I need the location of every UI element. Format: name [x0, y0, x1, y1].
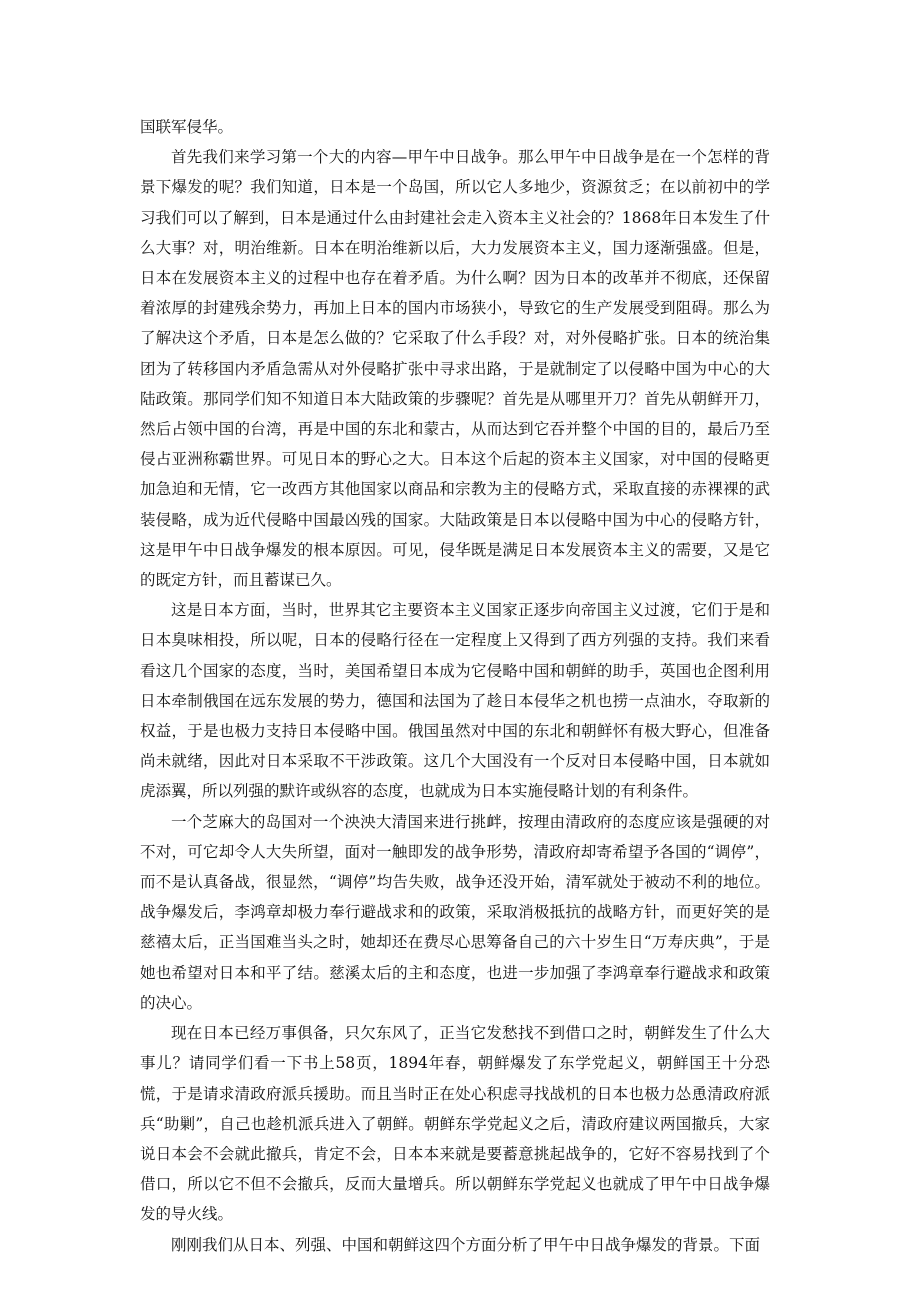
paragraph-summary: 刚刚我们从日本、列强、中国和朝鲜这四个方面分析了甲午中日战争爆发的背景。下面	[171, 1235, 761, 1254]
paragraph-western-powers: 这是日本方面，当时，世界其它主要资本主义国家正逐步向帝国主义过渡，它们于是和日本臭味相投，所以呢，日本的侵略行径在一定程度上又得到了西方列强的支持。我们来看看这几个国家的态度，当时，美国希望日本成为它侵略中国和朝鲜的助手，英国也企图利用日本牵制俄国在远东发展的势力，德国和法国为了趁日本侵华之机也捞一点油水，夺取新的权益，于是也极力支持日本侵略中国。俄国虽然对中国的东北和朝鲜怀有极大野心，但准备尚未就绪，因此对日本采取不干涉政策。这几个大国没有一个反对日本侵略中国，日本就如虎添翼，所以列强的默许或纵容的态度，也就成为日本实施侵略计划的有利条件。	[140, 601, 770, 801]
paragraph-japan-background: 首先我们来学习第一个大的内容—甲午中日战争。那么甲午中日战争是在一个怎样的背景下爆发的呢？我们知道，日本是一个岛国，所以它人多地少，资源贫乏；在以前初中的学习我们可以了解到，日本是通过什么由封建社会走入资本主义社会的？1868年日本发生了什么大事？对，明治维新。日本在明治维新以后，大力发展资本主义，国力逐渐强盛。但是，日本在发展资本主义的过程中也存在着矛盾。为什么啊？因为日本的改革并不彻底，还保留着浓厚的封建残余势力，再加上日本的国内市场狭小，导致它的生产发展受到阻碍。那么为了解决这个矛盾，日本是怎么做的？它采取了什么手段？对，对外侵略扩张。日本的统治集团为了转移国内矛盾急需从对外侵略扩张中寻求出路，于是就制定了以侵略中国为中心的大陆政策。那同学们知不知道日本大陆政策的步骤呢？首先是从哪里开刀？首先从朝鲜开刀，然后占领中国的台湾，再是中国的东北和蒙古，从而达到它吞并整个中国的目的，最后乃至侵占亚洲称霸世界。可见日本的野心之大。日本这个后起的资本主义国家，对中国的侵略更加急迫和无情，它一改西方其他国家以商品和宗教为主的侵略方式，采取直接的赤裸裸的武装侵略，成为近代侵略中国最凶残的国家。大陆政策是日本以侵略中国为中心的侵略方针，这是甲午中日战争爆发的根本原因。可见，侵华既是满足日本发展资本主义的需要，又是它的既定方针，而且蓄谋已久。	[140, 148, 770, 590]
paragraph-korea-trigger: 现在日本已经万事俱备，只欠东风了，正当它发愁找不到借口之时，朝鲜发生了什么大事儿？请同学们看一下书上58页，1894年春，朝鲜爆发了东学党起义，朝鲜国王十分恐慌，于是请求清政府派兵援助。而且当时正在处心积虑寻找战机的日本也极力怂恿清政府派兵“助剿”，自己也趁机派兵进入了朝鲜。朝鲜东学党起义之后，清政府建议两国撤兵，大家说日本会不会就此撤兵，肯定不会，日本本来就是要蓄意挑起战争的，它好不容易找到了个借口，所以它不但不会撤兵，反而大量增兵。所以朝鲜东学党起义也就成了甲午中日战争爆发的导火线。	[140, 1024, 770, 1224]
paragraph-continuation: 国联军侵华。	[140, 118, 234, 136]
paragraph-qing-government: 一个芝麻大的岛国对一个泱泱大清国来进行挑衅，按理由清政府的态度应该是强硬的对不对，可它却令人大失所望，面对一触即发的战争形势，清政府却寄希望予各国的“调停”，而不是认真备战，很显然，“调停”均告失败，战争还没开始，清军就处于被动不利的地位。战争爆发后，李鸿章却极力奉行避战求和的政策，采取消极抵抗的战略方针，而更好笑的是慈禧太后，正当国难当头之时，她却还在费尽心思筹备自己的六十岁生日“万寿庆典”，于是她也希望对日本和平了结。慈溪太后的主和态度，也进一步加强了李鸿章奉行避战求和政策的决心。	[140, 812, 770, 1012]
document-body	[140, 112, 770, 1260]
